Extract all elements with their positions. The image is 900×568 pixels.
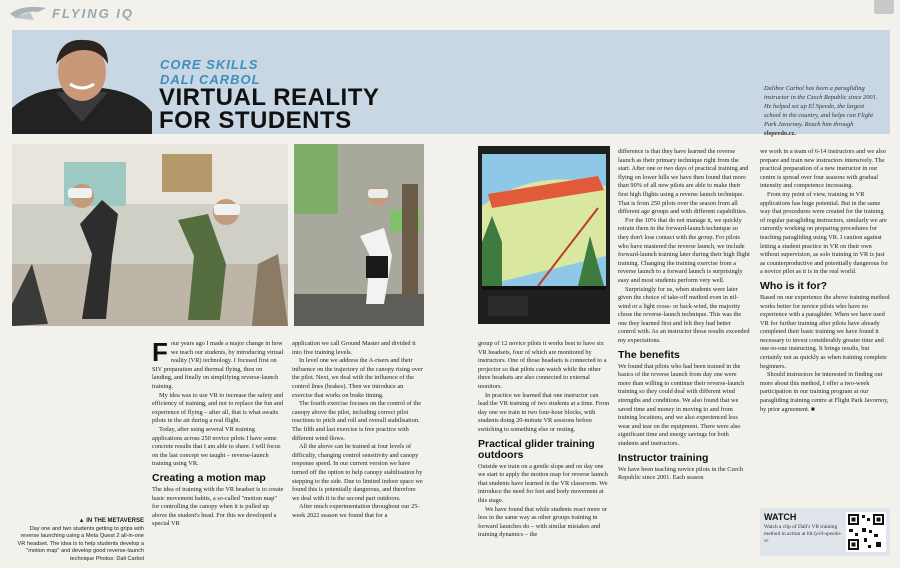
caption-text: Day one and two students getting to grips with reverse launching using a Meta Quest 2 all-in-one VR headset. The idea is to help students develop a "motion map" and develop good reverse-launch technique Photos: Dali Carbol xyxy=(17,525,144,562)
paragraph: In level one we address the A-risers and their influence on the trajectory of the canopy rising over the pilot. Next, we deal with the influence of the control lines (brakes). Then we introduce an exercise that works on brake timing. xyxy=(292,357,423,399)
article-column-4 xyxy=(618,148,750,483)
paragraph: After much experimentation throughout our 25-week 2022 season we found that for a xyxy=(292,503,420,519)
paragraph: Should instructors be interested in finding out more about this method, I offer a two-week participation in our training program at our paragliding training centre at Flight Park Javornoy, by prior agreement. ■ xyxy=(760,371,889,413)
masthead xyxy=(8,2,138,24)
paragraph: difference is that they have learned the reverse launch as their primary technique right from the start. After one or two days of practical training and flying on lower hills we have then found that more than 90% of all new pilots are able to make their first high flights using a reverse launch technique. That is from 250 pilots over the season from all different age groups and with different capabilities. xyxy=(618,148,749,216)
caption-label: ▲ IN THE METAVERSE xyxy=(78,518,144,524)
author-portrait xyxy=(12,30,152,134)
vr-simulator-screen-photo xyxy=(478,146,610,324)
paragraph: we work in a team of 6-14 instructors and we also prepare and train new instructors intensively. The practical preparation of a new instructor in our centre is spread over four seasons with gradual intensity and competence increasing. xyxy=(760,148,886,190)
paragraph: All the above can be trained at four levels of difficulty, changing control sensitivity and canopy response speed. In our current version we have turned off the option to help canopy stabilisation by stepping to the side. Due to limited indoor space we found this is potentially dangerous, and therefore we deal with it in the second part outdoors. xyxy=(292,443,423,502)
paragraph: Surprisingly for us, when students were later given the choice of take-off method even in nil-wind or a light cross- or back-wind, the majority chose the reverse-launch technique. This was the one they learned first and felt they had better control with. As an instructor those results exceeded my expectations. xyxy=(618,285,750,345)
drop-cap: F xyxy=(152,337,168,367)
paragraph: Today, after using several VR training applications across 250 novice pilots I have some concrete results that I am able to share. I will focus on the last concept we taught – reverse-launch training using VR. xyxy=(152,425,281,468)
paragraph: For the 10% that do not manage it, we quickly retrain them in the forward-launch technique so they don't lose contact with the group. For pilots who have mastered the reverse launch, we include forward-launch training later during their high flight training. Changing the training exercise from a reverse launch to a forward launch is surprisingly easy and most students perform very well. xyxy=(618,216,750,284)
article-column-2 xyxy=(292,340,424,520)
corner-tab-icon xyxy=(874,0,894,14)
glider-logo-icon xyxy=(8,4,48,22)
paragraph: The idea of training with the VR headset is to create basic movement habits, a so-called "motion map" for controlling the canopy when it is pulled up above the student's head. For this we developed a special VR xyxy=(152,485,284,528)
paragraph: group of 12 novice pilots it works best to have six VR headsets, four of which are monitored by instructors. One of those headsets is connected to a projector so that pilots can watch while the other three headsets are also connected to external monitors. xyxy=(478,340,607,390)
subheading-benefits: The benefits xyxy=(618,348,680,361)
headline-line-2: FOR STUDENTS xyxy=(159,107,352,134)
paragraph: Based on our experience the above training method works better for novice pilots who have no experience with a paraglider. When we have used VR for further training after pilots have already completed their basic training we have found it necessary to invest considerably greater time and one-to-one instructing. It brings results, but certainly not as quickly as when training complete beginners. xyxy=(760,293,890,370)
headline-line-1: VIRTUAL REALITY xyxy=(159,84,380,111)
subheading-instructor-training: Instructor training xyxy=(618,451,709,464)
classroom-photo xyxy=(12,144,288,326)
paragraph: our years ago I made a major change in how we teach our students, by introducing virtual reality (VR) technology. I focused first on SIV preparation and thermal flying, then on landing, and finally on simplifying reverse-launch training. xyxy=(152,340,284,390)
paragraph: My idea was to use VR to increase the safety and efficiency of training, and not to replace the fun and experience of flying – after all, that is what awaits pilots in the air during a real flight. xyxy=(152,391,284,425)
article-column-3 xyxy=(478,340,610,540)
watch-title: WATCH xyxy=(764,512,797,522)
subheading-motion-map: Creating a motion map xyxy=(152,471,266,484)
watch-link[interactable]: bit.ly/el-speedo-vr xyxy=(764,531,842,545)
article-headline xyxy=(159,86,379,132)
paragraph: In practice we learned that one instructor can lead the VR training of two students at a time. From day one we train in two four-hour blocks, with students doing 20-minute VR sessions before switching to something else or resting. xyxy=(478,391,610,433)
paragraph: Outside we train on a gentle slope and on day one we start to apply the motion map for reverse launch that students have learned in the VR classroom. We introduce the need for feet and body movement at this stage. xyxy=(478,462,608,504)
paragraph: We have found that while students react more or less in the same way as other groups training in forward launches do – with similar mistakes and training dynamics – the xyxy=(478,505,607,539)
paragraph: The fourth exercise focuses on the control of the canopy above the pilot, including correct pilot reactions to pitch and roll and overall stabilisation. The fifth and last exercise is free practice with different wind flows. xyxy=(292,400,422,442)
magazine-logo: FLYING IQ xyxy=(52,6,135,21)
paragraph: We have been teaching novice pilots in the Czech Republic since 2001. Each season xyxy=(618,465,744,482)
article-column-5 xyxy=(760,148,890,414)
section-kicker: CORE SKILLS xyxy=(160,57,259,72)
author-bio-link[interactable]: elspeedo.cz. xyxy=(764,130,796,137)
qr-code-icon[interactable] xyxy=(846,512,886,552)
watch-description: Watch a clip of Dali's VR training method in action at xyxy=(764,524,838,538)
author-bio-text: Dalibor Carbol has been a paragliding instructor in the Czech Republic since 2001. He helped set up El Speedo, the largest school in the country, and helps run Flight Park Javornoy. Reach him through xyxy=(764,85,878,128)
article-banner xyxy=(12,30,890,137)
paragraph: application we call Ground Master and divided it into five training levels. xyxy=(292,340,416,356)
photo-caption xyxy=(12,518,144,564)
paragraph: We found that pilots who had been trained in the basics of the reverse launch from day one were more than willing to continue their reverse-launch training so they could deal with different wind strengths and conditions. We also found that we saved time and money in moving to and from training locations, and we also experienced less wear and tear on the equipment. There were also significant time and energy savings for both students and instructors. xyxy=(618,362,745,447)
watch-box xyxy=(760,508,890,556)
author-byline: DALI CARBOL xyxy=(160,72,261,87)
article-column-1 xyxy=(152,337,284,529)
paragraph: From my point of view, training in VR applications has huge potential. But in the same way that procedures were created for the training of regular paragliding instructors, similarly we are currently working on preparing procedures for teaching paragliding using VR. I caution against letting a student practice in VR on their own without supervision, as solo training in VR is just as counterproductive and potentially dangerous for a novice pilot as it is in the real world. xyxy=(760,190,889,276)
subheading-who-is-it-for: Who is it for? xyxy=(760,279,828,292)
student-vr-photo xyxy=(294,144,424,326)
author-bio xyxy=(764,84,882,138)
subheading-outdoors: Practical glider training outdoors xyxy=(478,437,595,461)
watch-text xyxy=(764,524,842,546)
